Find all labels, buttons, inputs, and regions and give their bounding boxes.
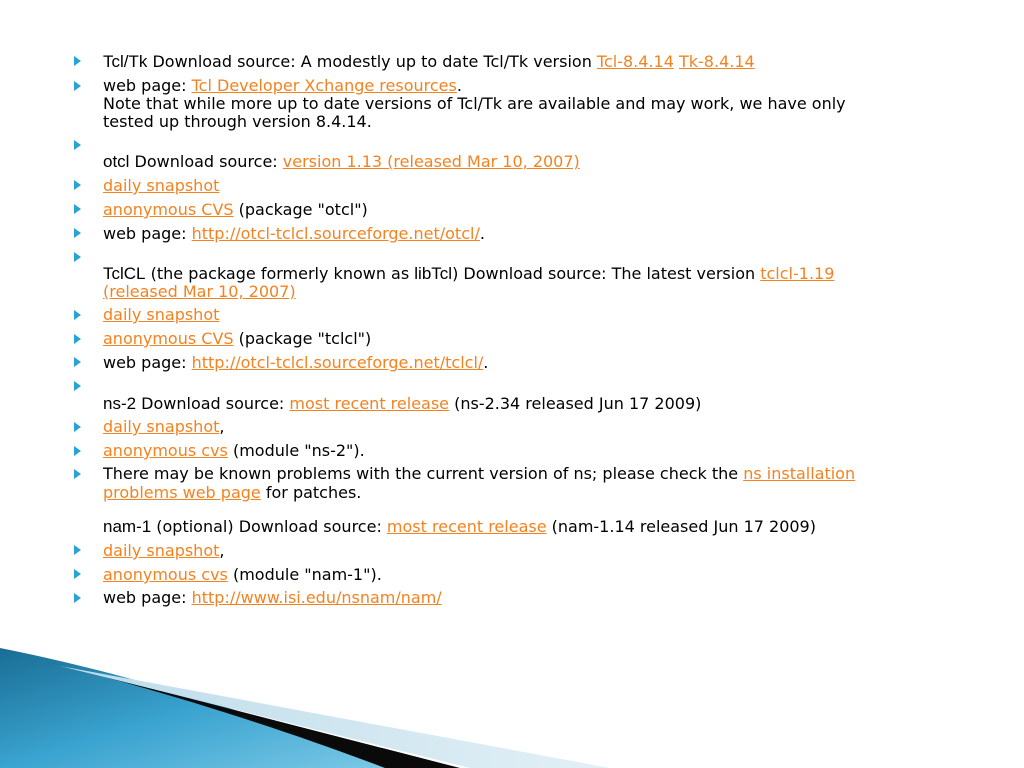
- triangle-right-icon: [74, 180, 84, 192]
- period: .: [483, 353, 489, 372]
- tcl-developer-xchange-link[interactable]: Tcl Developer Xchange resources: [191, 76, 457, 95]
- nam-anonymous-cvs-link[interactable]: anonymous cvs: [103, 565, 228, 584]
- comma: ,: [219, 541, 225, 560]
- nam-download-text: (optional) Download source:: [151, 517, 387, 536]
- web-page-label: web page:: [103, 224, 192, 243]
- ns2-name: ns-2: [103, 394, 137, 413]
- ns2-download-line: [103, 395, 701, 413]
- triangle-right-icon: [74, 593, 84, 605]
- nam-cvs-text: (module "nam-1").: [227, 565, 382, 584]
- tclcl-snapshot-line: [103, 306, 219, 324]
- otcl-daily-snapshot-link[interactable]: daily snapshot: [103, 176, 220, 195]
- problems-web-page-link[interactable]: problems web page: [103, 483, 261, 502]
- tclcl-release-date-link[interactable]: (released Mar 10, 2007): [103, 282, 296, 301]
- ns2-download-text: Download source:: [136, 394, 290, 413]
- tclcl-pre-text: (the package formerly known as: [145, 264, 415, 283]
- tclcl-name: TclCL: [103, 264, 146, 283]
- decorative-swoosh: [0, 640, 1024, 768]
- otcl-cvs-line: [103, 201, 368, 219]
- ns2-release-link[interactable]: most recent release: [289, 394, 450, 413]
- web-page-label: web page:: [103, 588, 192, 607]
- triangle-right-icon: [74, 469, 84, 481]
- ns2-problems-line: [103, 465, 855, 483]
- tclcl-web-line: [103, 354, 488, 372]
- tclcl-cvs-text: (package "tclcl"): [233, 329, 372, 348]
- otcl-anonymous-cvs-link[interactable]: anonymous CVS: [103, 200, 234, 219]
- nam-release-link[interactable]: most recent release: [386, 517, 547, 536]
- triangle-right-icon: [74, 422, 84, 434]
- triangle-right-icon: [74, 228, 84, 240]
- triangle-right-icon: [74, 252, 84, 264]
- tcltk-web-line: [103, 77, 462, 95]
- triangle-right-icon: [74, 381, 84, 393]
- nam-web-link[interactable]: http://www.isi.edu/nsnam/nam/: [191, 588, 442, 607]
- nam-download-line: [103, 518, 816, 536]
- ns2-problems-line-2: [103, 484, 361, 502]
- tcltk-note-line-1: Note that while more up to date versions of Tcl/Tk are available and may work, we have only: [103, 94, 846, 113]
- otcl-download-line: [103, 153, 580, 171]
- tclcl-cvs-line: [103, 330, 371, 348]
- ns2-snapshot-line: [103, 418, 224, 436]
- triangle-right-icon: [74, 310, 84, 322]
- otcl-cvs-text: (package "otcl"): [233, 200, 368, 219]
- period: .: [456, 76, 462, 95]
- web-page-label: web page:: [103, 76, 192, 95]
- nam-name: nam-1: [103, 517, 152, 536]
- otcl-web-line: [103, 225, 485, 243]
- triangle-right-icon: [74, 204, 84, 216]
- ns2-anonymous-cvs-link[interactable]: anonymous cvs: [103, 441, 228, 460]
- triangle-right-icon: [74, 56, 84, 68]
- triangle-right-icon: [74, 81, 84, 93]
- triangle-right-icon: [74, 446, 84, 458]
- tk-version-link[interactable]: Tk-8.4.14: [678, 52, 755, 71]
- otcl-download-text: Download source:: [129, 152, 283, 171]
- tclcl-download-line-2: [103, 283, 296, 301]
- tclcl-post-text: ) Download source: The latest version: [452, 264, 761, 283]
- libtcl-name: libTcl: [414, 264, 453, 283]
- triangle-right-icon: [74, 545, 84, 557]
- ns2-cvs-line: [103, 442, 365, 460]
- ns2-daily-snapshot-link[interactable]: daily snapshot: [103, 417, 220, 436]
- ns2-cvs-text: (module "ns-2").: [227, 441, 365, 460]
- tcl-version-link[interactable]: Tcl-8.4.14: [596, 52, 674, 71]
- tclcl-download-line: [103, 265, 834, 283]
- nam-daily-snapshot-link[interactable]: daily snapshot: [103, 541, 220, 560]
- web-page-label: web page:: [103, 353, 192, 372]
- nam-cvs-line: [103, 566, 382, 584]
- tclcl-anonymous-cvs-link[interactable]: anonymous CVS: [103, 329, 234, 348]
- ns2-problems-text: There may be known problems with the current version of ns; please check the: [103, 464, 744, 483]
- triangle-right-icon: [74, 357, 84, 369]
- ns-installation-link[interactable]: ns installation: [743, 464, 856, 483]
- tclcl-release-link[interactable]: tclcl-1.19: [760, 264, 835, 283]
- otcl-name: otcl: [103, 152, 130, 171]
- tclcl-daily-snapshot-link[interactable]: daily snapshot: [103, 305, 220, 324]
- triangle-right-icon: [74, 140, 84, 152]
- triangle-right-icon: [74, 569, 84, 581]
- tcltk-note-line-2: tested up through version 8.4.14.: [103, 112, 372, 131]
- ns2-release-text: (ns-2.34 released Jun 17 2009): [449, 394, 702, 413]
- ns2-patches-text: for patches.: [260, 483, 362, 502]
- comma: ,: [219, 417, 225, 436]
- otcl-snapshot-line: [103, 177, 219, 195]
- tcltk-download-line: [103, 53, 755, 71]
- period: .: [479, 224, 485, 243]
- otcl-web-link[interactable]: http://otcl-tclcl.sourceforge.net/otcl/: [191, 224, 480, 243]
- nam-web-line: [103, 589, 442, 607]
- nam-snapshot-line: [103, 542, 224, 560]
- tclcl-web-link[interactable]: http://otcl-tclcl.sourceforge.net/tclcl/: [191, 353, 484, 372]
- triangle-right-icon: [74, 334, 84, 346]
- tcltk-download-text: Download source: A modestly up to date Tcl/Tk version: [147, 52, 597, 71]
- nam-release-text: (nam-1.14 released Jun 17 2009): [546, 517, 816, 536]
- otcl-release-link[interactable]: version 1.13 (released Mar 10, 2007): [282, 152, 580, 171]
- tcltk-name: Tcl/Tk: [103, 52, 148, 71]
